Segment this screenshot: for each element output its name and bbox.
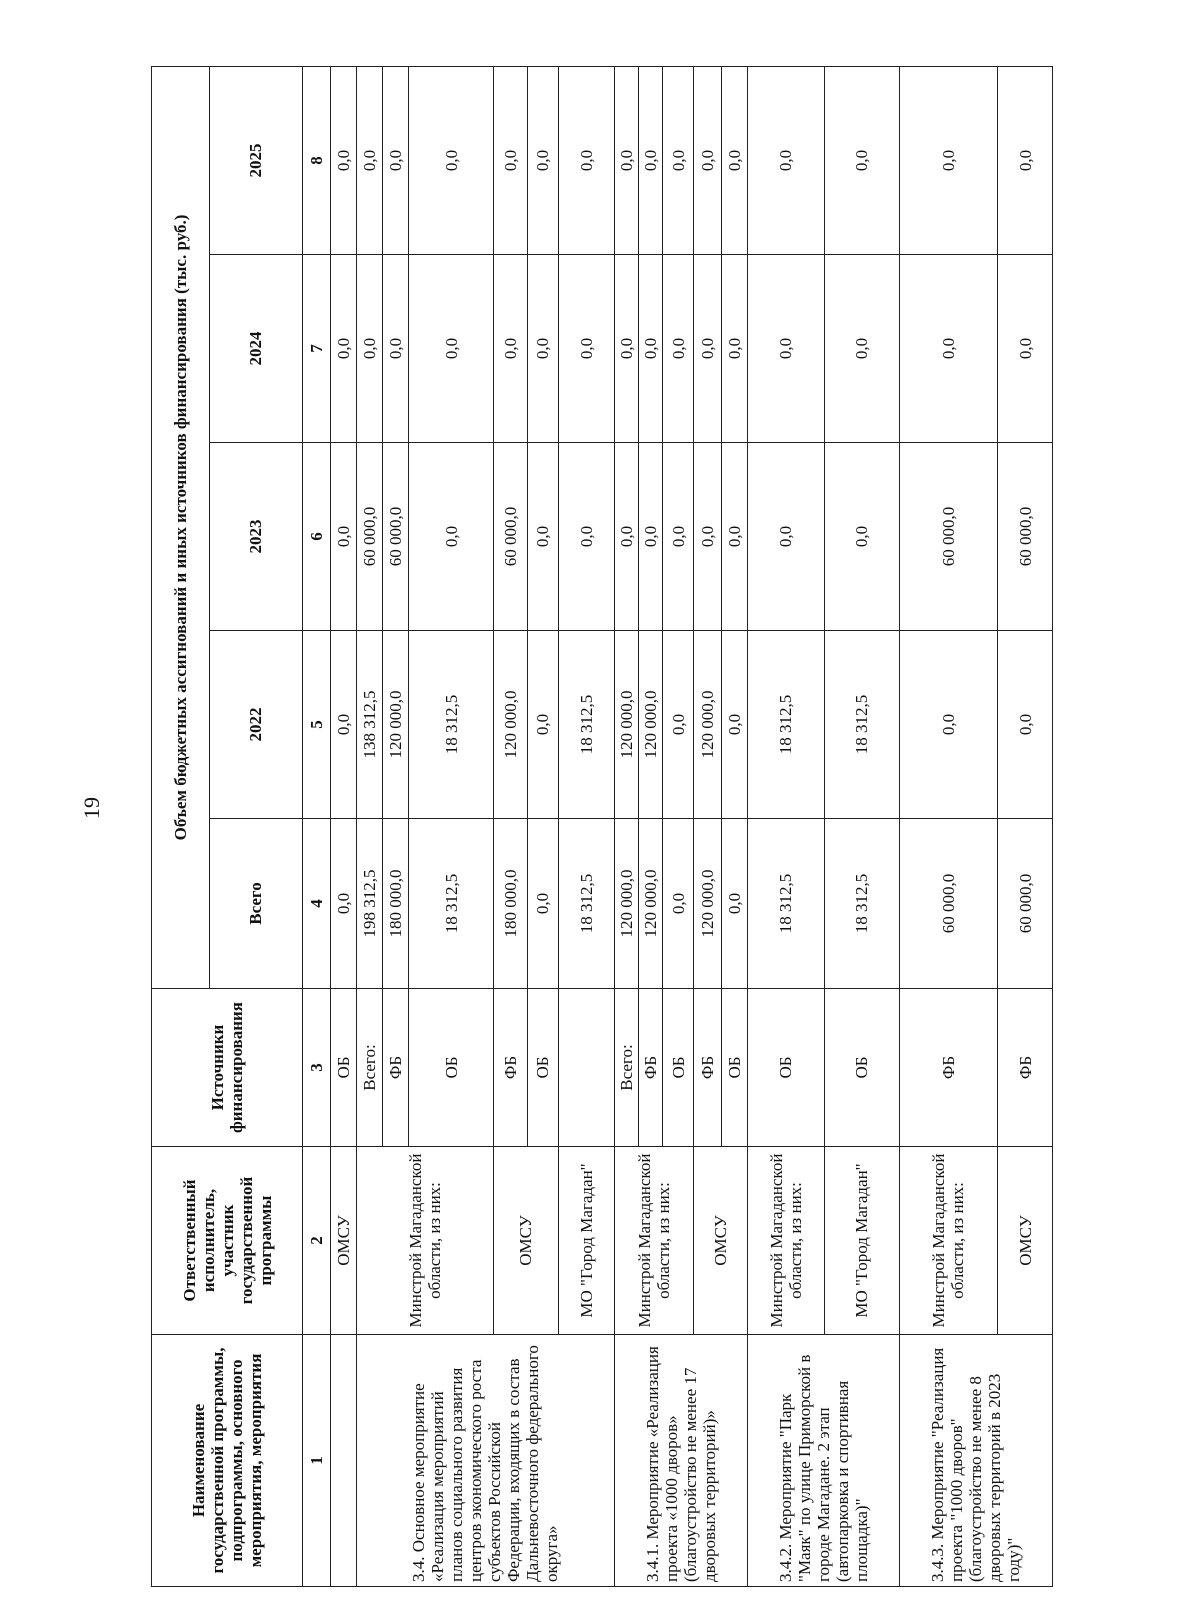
value-cell: 0,0 [330,66,356,254]
row-executor: ОМСУ [493,1147,558,1335]
value-cell: 120 000,0 [693,631,721,819]
header-year-2024: 2024 [209,255,303,443]
value-cell: 0,0 [558,255,614,443]
row-executor: МО "Город Магадан" [558,1147,614,1335]
value-cell: 0,0 [493,66,527,254]
row-name: 3.4.3. Мероприятие "Реализация проекта "1000 дворов" (благоустройство не менее 8 дворовых территорий в 2023 году)" [899,1335,1053,1587]
index-cell: 1 [303,1335,330,1587]
value-cell: 0,0 [748,443,825,631]
value-cell: 0,0 [382,66,408,254]
index-cell: 6 [303,443,330,631]
value-cell: 0,0 [382,255,408,443]
value-cell: 18 312,5 [558,631,614,819]
value-cell: 0,0 [528,631,558,819]
row-source: Всего: [614,989,638,1147]
value-cell: 120 000,0 [639,819,663,989]
value-cell: 0,0 [663,66,693,254]
row-name: 3.4.1. Мероприятие «Реализация проекта «1000 дворов» (благоустройство не менее 17 дворовых территорий)» [614,1335,747,1587]
index-cell: 4 [303,819,330,989]
table-row [356,66,382,1586]
value-cell: 120 000,0 [614,819,638,989]
header-year-2025: 2025 [209,66,303,254]
value-cell: 0,0 [998,255,1053,443]
value-cell: 0,0 [721,66,747,254]
row-source: ФБ [693,989,721,1147]
header-name: Наименование государственной программы, подпрограммы, основного мероприятия, мероприятия [152,1335,303,1587]
header-executor: Ответственный исполнитель, участник государственной программы [152,1147,303,1335]
row-source: ФБ [899,989,998,1147]
value-cell: 60 000,0 [493,443,527,631]
row-source: Всего: [356,989,382,1147]
row-executor: ОМСУ [998,1147,1053,1335]
row-source: ФБ [382,989,408,1147]
header-funding-group: Объем бюджетных ассигнований и иных источников финансирования (тыс. руб.) [152,66,210,988]
value-cell: 60 000,0 [998,819,1053,989]
value-cell: 18 312,5 [409,631,494,819]
row-source: ОБ [824,989,899,1147]
value-cell: 60 000,0 [998,443,1053,631]
row-executor: Минстрой Магаданской области, из них: [748,1147,825,1335]
value-cell: 0,0 [663,631,693,819]
value-cell: 120 000,0 [493,631,527,819]
value-cell: 120 000,0 [382,631,408,819]
value-cell: 0,0 [899,66,998,254]
value-cell: 0,0 [330,631,356,819]
value-cell: 0,0 [330,819,356,989]
value-cell: 18 312,5 [748,819,825,989]
value-cell: 0,0 [899,255,998,443]
value-cell: 0,0 [663,819,693,989]
value-cell: 0,0 [721,819,747,989]
row-name [330,1335,356,1587]
row-source: ФБ [639,989,663,1147]
value-cell: 0,0 [614,66,638,254]
row-source: ОБ [409,989,494,1147]
value-cell: 0,0 [663,443,693,631]
row-source: ОБ [721,989,747,1147]
value-cell: 0,0 [528,819,558,989]
table-row [330,66,356,1586]
table-row [614,66,638,1586]
row-executor: МО "Город Магадан" [824,1147,899,1335]
value-cell: 138 312,5 [356,631,382,819]
value-cell: 0,0 [824,255,899,443]
value-cell: 18 312,5 [824,819,899,989]
value-cell: 198 312,5 [356,819,382,989]
value-cell: 18 312,5 [748,631,825,819]
value-cell: 0,0 [614,255,638,443]
table-row [748,66,825,1586]
value-cell: 60 000,0 [899,819,998,989]
index-cell: 2 [303,1147,330,1335]
value-cell: 18 312,5 [558,819,614,989]
page-number: 19 [79,797,104,819]
index-cell: 8 [303,66,330,254]
value-cell: 0,0 [998,631,1053,819]
header-total: Всего [209,819,303,989]
row-executor: Минстрой Магаданской области, из них: [614,1147,693,1335]
value-cell: 0,0 [721,631,747,819]
row-executor: Минстрой Магаданской области, из них: [899,1147,998,1335]
value-cell: 0,0 [330,443,356,631]
value-cell: 18 312,5 [824,631,899,819]
value-cell: 0,0 [721,255,747,443]
value-cell: 120 000,0 [639,631,663,819]
value-cell: 0,0 [693,443,721,631]
value-cell: 0,0 [639,255,663,443]
value-cell: 60 000,0 [356,443,382,631]
value-cell: 0,0 [614,443,638,631]
row-source [558,989,614,1147]
value-cell: 120 000,0 [614,631,638,819]
value-cell: 0,0 [528,66,558,254]
value-cell: 0,0 [356,66,382,254]
value-cell: 180 000,0 [382,819,408,989]
value-cell: 0,0 [824,443,899,631]
row-executor: ОМСУ [693,1147,747,1335]
value-cell: 0,0 [409,66,494,254]
row-source: ОБ [748,989,825,1147]
financing-table [151,66,1053,1587]
value-cell: 120 000,0 [693,819,721,989]
row-source: ОБ [528,989,558,1147]
value-cell: 0,0 [899,631,998,819]
value-cell: 0,0 [748,255,825,443]
header-source: Источники финансирования [152,989,303,1147]
header-year-2023: 2023 [209,443,303,631]
value-cell: 0,0 [639,66,663,254]
index-row [303,66,330,1586]
value-cell: 0,0 [330,255,356,443]
value-cell: 0,0 [409,255,494,443]
row-source: ОБ [663,989,693,1147]
value-cell: 0,0 [356,255,382,443]
value-cell: 0,0 [693,255,721,443]
value-cell: 0,0 [493,255,527,443]
financing-table-sheet [151,67,1053,1587]
index-cell: 7 [303,255,330,443]
value-cell: 0,0 [824,66,899,254]
header-year-2022: 2022 [209,631,303,819]
index-cell: 5 [303,631,330,819]
row-executor: Минстрой Магаданской области, из них: [356,1147,493,1335]
value-cell: 0,0 [409,443,494,631]
row-source: ФБ [998,989,1053,1147]
value-cell: 0,0 [748,66,825,254]
row-source: ФБ [493,989,527,1147]
row-name: 3.4.2. Мероприятие "Парк "Маяк" по улице Приморской в городе Магадане. 2 этап (автопарковка и спортивная площадка)" [748,1335,899,1587]
value-cell: 0,0 [558,443,614,631]
value-cell: 0,0 [528,443,558,631]
value-cell: 0,0 [663,255,693,443]
value-cell: 0,0 [721,443,747,631]
value-cell: 0,0 [693,66,721,254]
value-cell: 0,0 [639,443,663,631]
row-source: ОБ [330,989,356,1147]
row-name: 3.4. Основное мероприятие «Реализация мероприятий планов социального развития центров экономического роста субъектов Российской Федерации, входящих в состав Дальневосточного федерального округа» [356,1335,614,1587]
value-cell: 0,0 [558,66,614,254]
value-cell: 60 000,0 [382,443,408,631]
index-cell: 3 [303,989,330,1147]
value-cell: 0,0 [998,66,1053,254]
table-row [899,66,998,1586]
value-cell: 60 000,0 [899,443,998,631]
value-cell: 0,0 [528,255,558,443]
value-cell: 18 312,5 [409,819,494,989]
value-cell: 180 000,0 [493,819,527,989]
row-executor: ОМСУ [330,1147,356,1335]
